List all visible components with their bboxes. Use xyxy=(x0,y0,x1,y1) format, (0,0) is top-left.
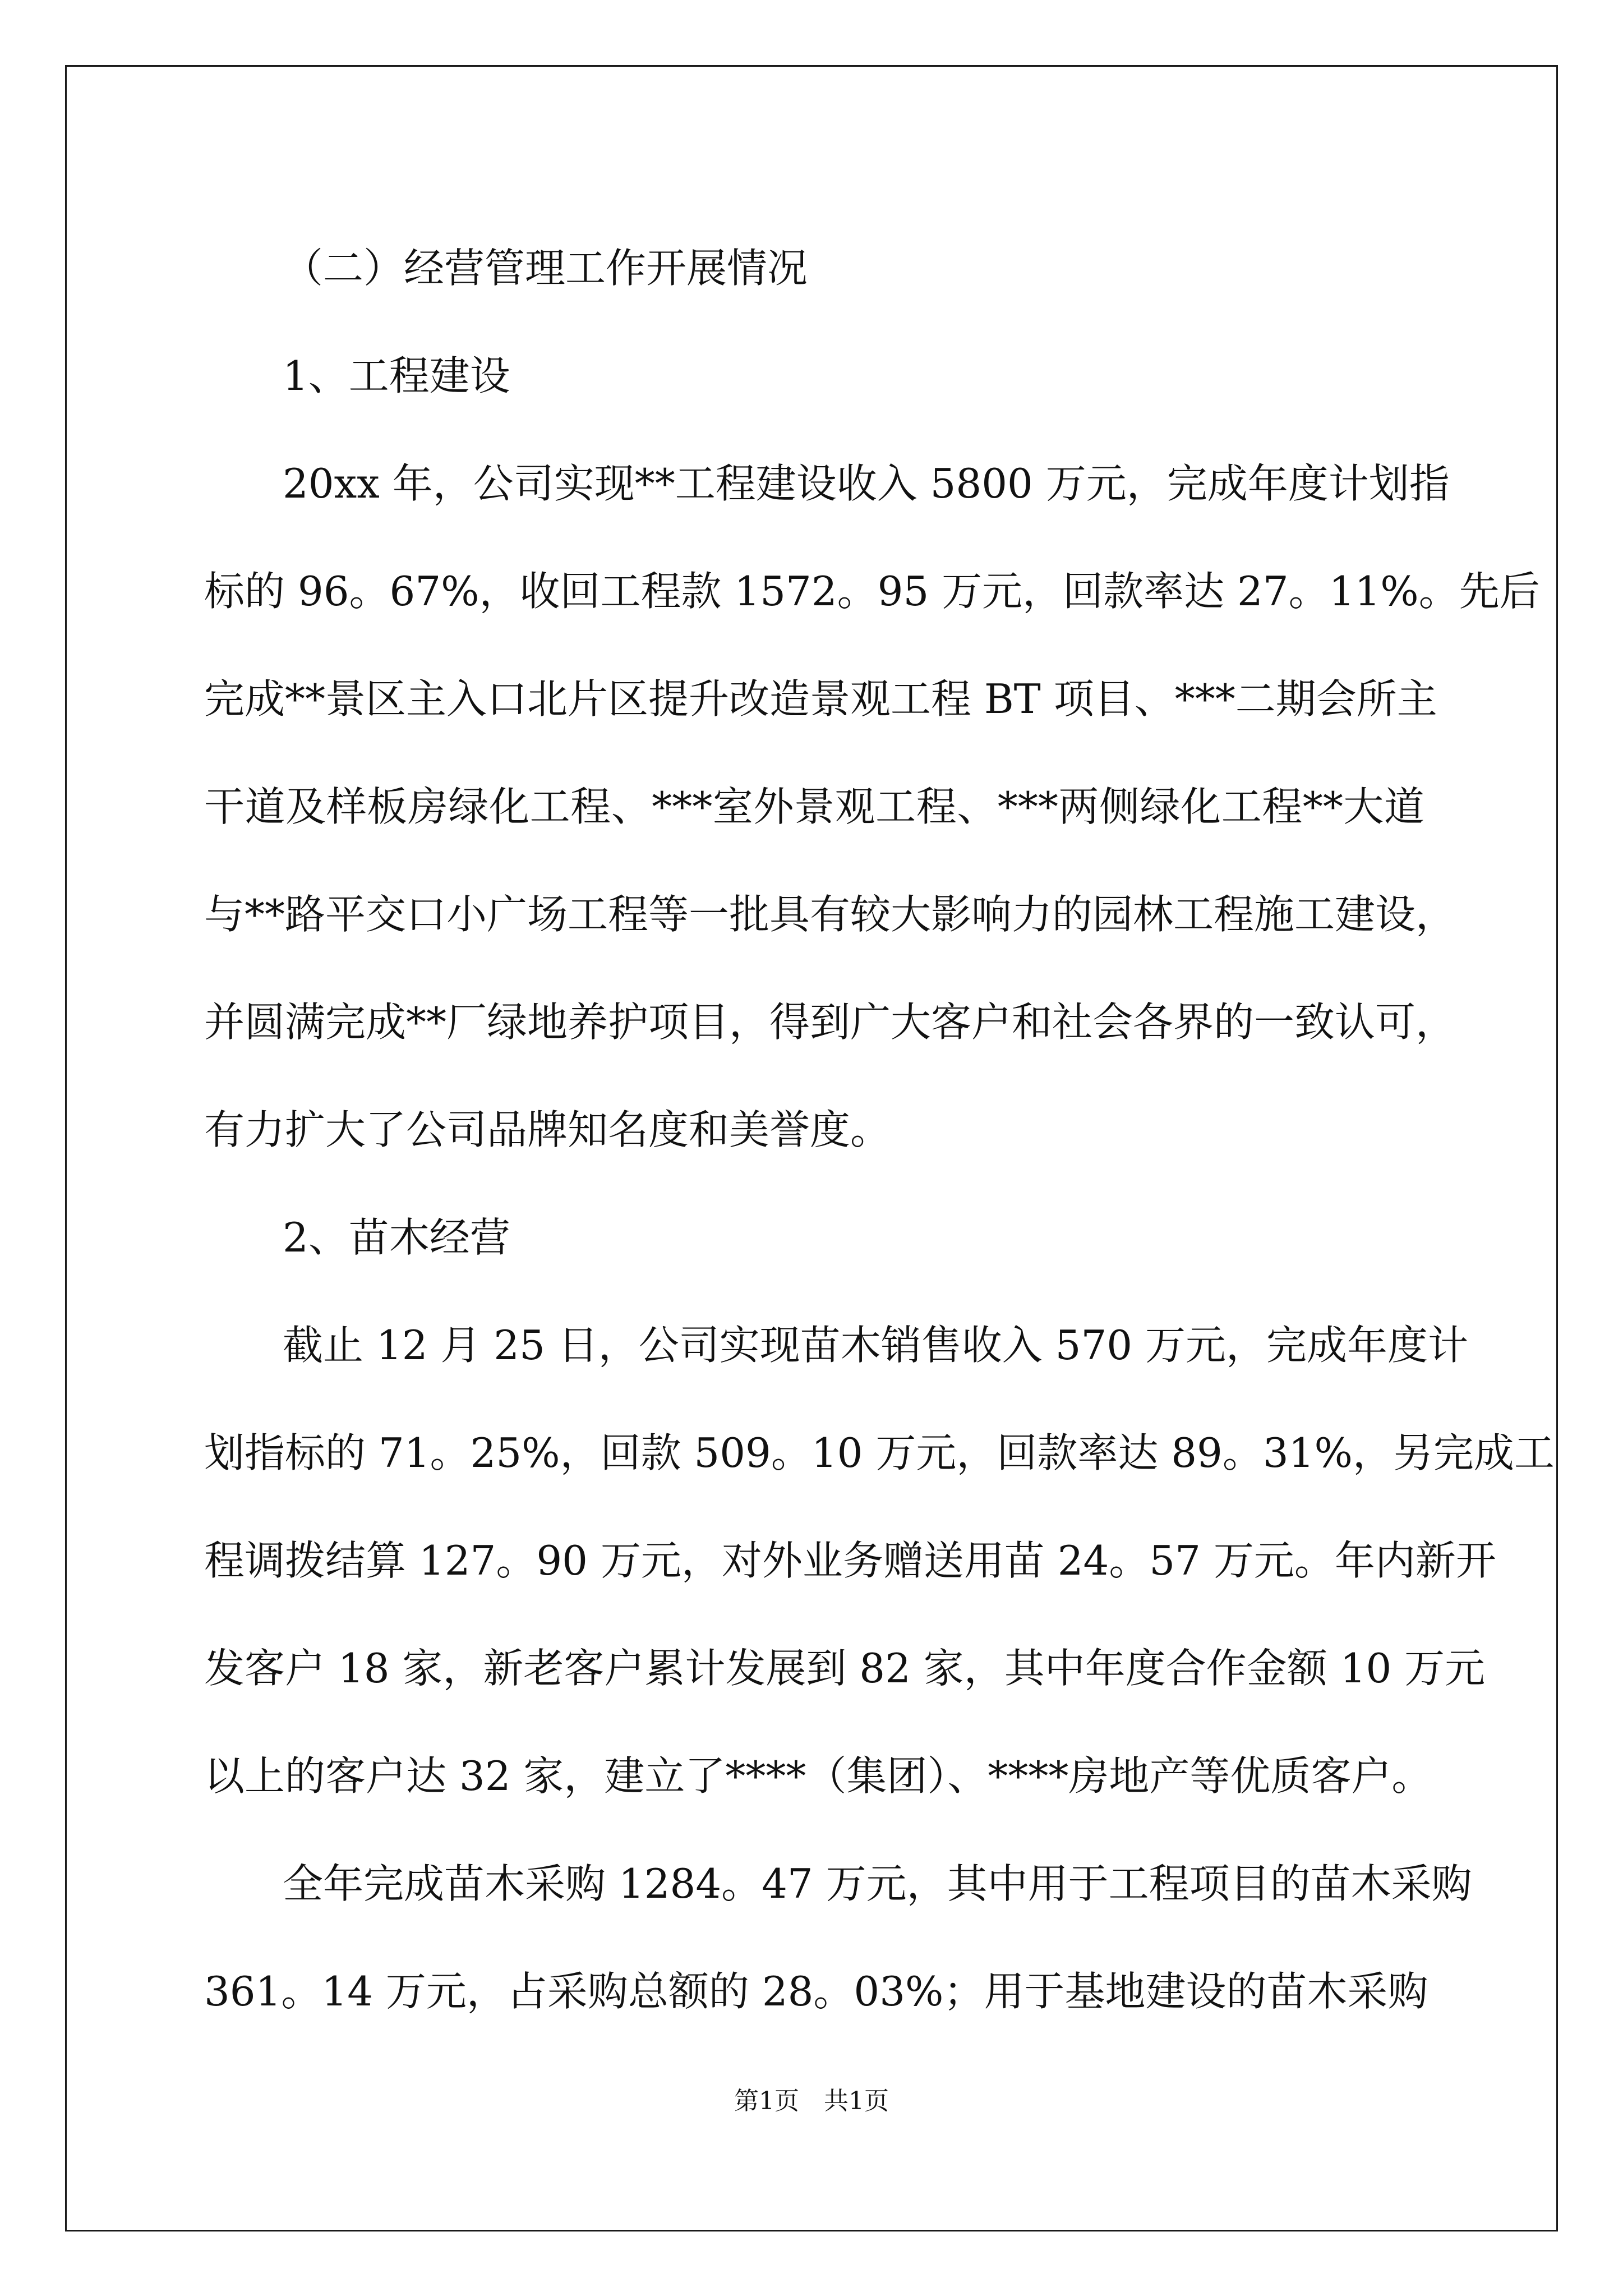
section1-line: 20xx 年，公司实现**工程建设收入 5800 万元，完成年度计划指 xyxy=(283,460,1450,507)
section2-para1-line: 截止 12 月 25 日，公司实现苗木销售收入 570 万元，完成年度计 xyxy=(283,1322,1468,1369)
section2-para1-line: 程调拨结算 127。90 万元，对外业务赠送用苗 24。57 万元。年内新开 xyxy=(204,1537,1496,1584)
section2-para1-line: 划指标的 71。25%，回款 509。10 万元，回款率达 89。31%，另完成工 xyxy=(204,1429,1555,1476)
section1-line: 完成**景区主入口北片区提升改造景观工程 BT 项目、***二期会所主 xyxy=(204,675,1437,723)
section2-para2-line: 361。14 万元，占采购总额的 28。03%；用于基地建设的苗木采购 xyxy=(204,1968,1428,2015)
section1-title: 1、工程建设 xyxy=(283,352,510,399)
section1-line: 标的 96。67%，收回工程款 1572。95 万元，回款率达 27。11%。先后 xyxy=(204,568,1540,615)
section1-line: 有力扩大了公司品牌知名度和美誉度。 xyxy=(204,1106,891,1153)
document-body xyxy=(204,214,1555,2045)
page-footer: 第1页 共1页 xyxy=(734,2087,889,2115)
section2-para1-line: 以上的客户达 32 家，建立了****（集团）、****房地产等优质客户。 xyxy=(204,1752,1432,1800)
section1-line: 干道及样板房绿化工程、***室外景观工程、***两侧绿化工程**大道 xyxy=(204,783,1424,830)
section1-line: 并圆满完成**厂绿地养护项目，得到广大客户和社会各界的一致认可， xyxy=(204,999,1456,1046)
section2-title: 2、苗木经营 xyxy=(283,1214,510,1261)
section1-line: 与**路平交口小广场工程等一批具有较大影响力的园林工程施工建设， xyxy=(204,891,1456,938)
section-heading: （二）经营管理工作开展情况 xyxy=(283,245,808,292)
section2-para1-line: 发客户 18 家，新老客户累计发展到 82 家，其中年度合作金额 10 万元 xyxy=(204,1645,1486,1692)
section2-para2-line: 全年完成苗木采购 1284。47 万元，其中用于工程项目的苗木采购 xyxy=(283,1860,1472,1907)
